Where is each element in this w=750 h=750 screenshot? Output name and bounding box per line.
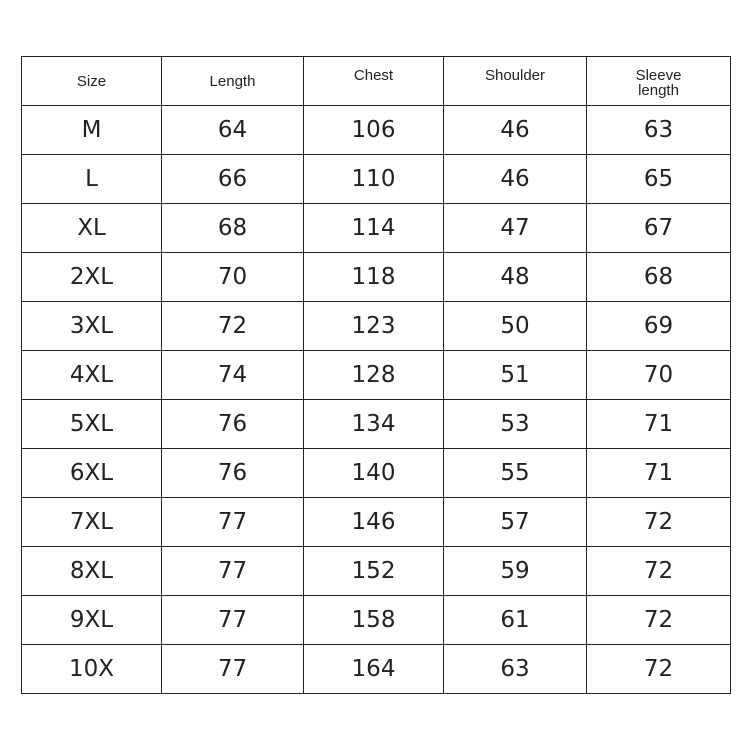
- cell-shoulder: 57: [444, 498, 587, 547]
- cell-sleeve-length: 65: [587, 155, 731, 204]
- cell-length: 77: [162, 547, 304, 596]
- cell-sleeve-length: 71: [587, 449, 731, 498]
- cell-shoulder: 48: [444, 253, 587, 302]
- table-row: [22, 351, 731, 400]
- cell-size: 4XL: [22, 351, 162, 400]
- cell-sleeve-length: 67: [587, 204, 731, 253]
- cell-size: XL: [22, 204, 162, 253]
- cell-chest: 134: [304, 400, 444, 449]
- cell-size: 10X: [22, 645, 162, 694]
- cell-sleeve-length: 72: [587, 547, 731, 596]
- cell-chest: 123: [304, 302, 444, 351]
- table-row: [22, 498, 731, 547]
- cell-chest: 140: [304, 449, 444, 498]
- cell-sleeve-length: 71: [587, 400, 731, 449]
- cell-length: 77: [162, 596, 304, 645]
- cell-size: 5XL: [22, 400, 162, 449]
- cell-size: 9XL: [22, 596, 162, 645]
- header-length: Length: [162, 57, 304, 106]
- cell-shoulder: 46: [444, 106, 587, 155]
- cell-shoulder: 50: [444, 302, 587, 351]
- cell-shoulder: 55: [444, 449, 587, 498]
- header-shoulder: Shoulder: [444, 57, 587, 106]
- cell-sleeve-length: 63: [587, 106, 731, 155]
- cell-shoulder: 61: [444, 596, 587, 645]
- cell-size: L: [22, 155, 162, 204]
- table-row: [22, 302, 731, 351]
- cell-length: 70: [162, 253, 304, 302]
- cell-sleeve-length: 72: [587, 645, 731, 694]
- cell-chest: 146: [304, 498, 444, 547]
- header-sleeve-length-text: Sleeve length: [635, 67, 682, 99]
- cell-sleeve-length: 72: [587, 596, 731, 645]
- table-row: [22, 253, 731, 302]
- cell-length: 72: [162, 302, 304, 351]
- cell-shoulder: 59: [444, 547, 587, 596]
- table-row: [22, 645, 731, 694]
- cell-size: 3XL: [22, 302, 162, 351]
- cell-chest: 152: [304, 547, 444, 596]
- cell-length: 76: [162, 400, 304, 449]
- table-body: [22, 106, 731, 694]
- header-chest: Chest: [304, 57, 444, 106]
- cell-size: M: [22, 106, 162, 155]
- cell-sleeve-length: 68: [587, 253, 731, 302]
- size-chart-table: [21, 56, 731, 694]
- cell-chest: 110: [304, 155, 444, 204]
- cell-chest: 164: [304, 645, 444, 694]
- cell-chest: 158: [304, 596, 444, 645]
- cell-chest: 118: [304, 253, 444, 302]
- cell-shoulder: 51: [444, 351, 587, 400]
- cell-chest: 106: [304, 106, 444, 155]
- table-row: [22, 400, 731, 449]
- cell-length: 66: [162, 155, 304, 204]
- cell-length: 68: [162, 204, 304, 253]
- table-row: [22, 155, 731, 204]
- table-row: [22, 449, 731, 498]
- cell-size: 6XL: [22, 449, 162, 498]
- cell-size: 2XL: [22, 253, 162, 302]
- cell-length: 74: [162, 351, 304, 400]
- header-sleeve-length: [587, 57, 731, 106]
- cell-shoulder: 47: [444, 204, 587, 253]
- cell-length: 64: [162, 106, 304, 155]
- table-row: [22, 596, 731, 645]
- cell-shoulder: 63: [444, 645, 587, 694]
- table-row: [22, 547, 731, 596]
- cell-length: 77: [162, 645, 304, 694]
- cell-shoulder: 46: [444, 155, 587, 204]
- cell-shoulder: 53: [444, 400, 587, 449]
- cell-sleeve-length: 69: [587, 302, 731, 351]
- header-size: Size: [22, 57, 162, 106]
- cell-length: 76: [162, 449, 304, 498]
- cell-size: 8XL: [22, 547, 162, 596]
- cell-size: 7XL: [22, 498, 162, 547]
- cell-length: 77: [162, 498, 304, 547]
- cell-sleeve-length: 70: [587, 351, 731, 400]
- header-row: [22, 57, 731, 106]
- table-row: [22, 106, 731, 155]
- table-row: [22, 204, 731, 253]
- cell-chest: 114: [304, 204, 444, 253]
- cell-sleeve-length: 72: [587, 498, 731, 547]
- cell-chest: 128: [304, 351, 444, 400]
